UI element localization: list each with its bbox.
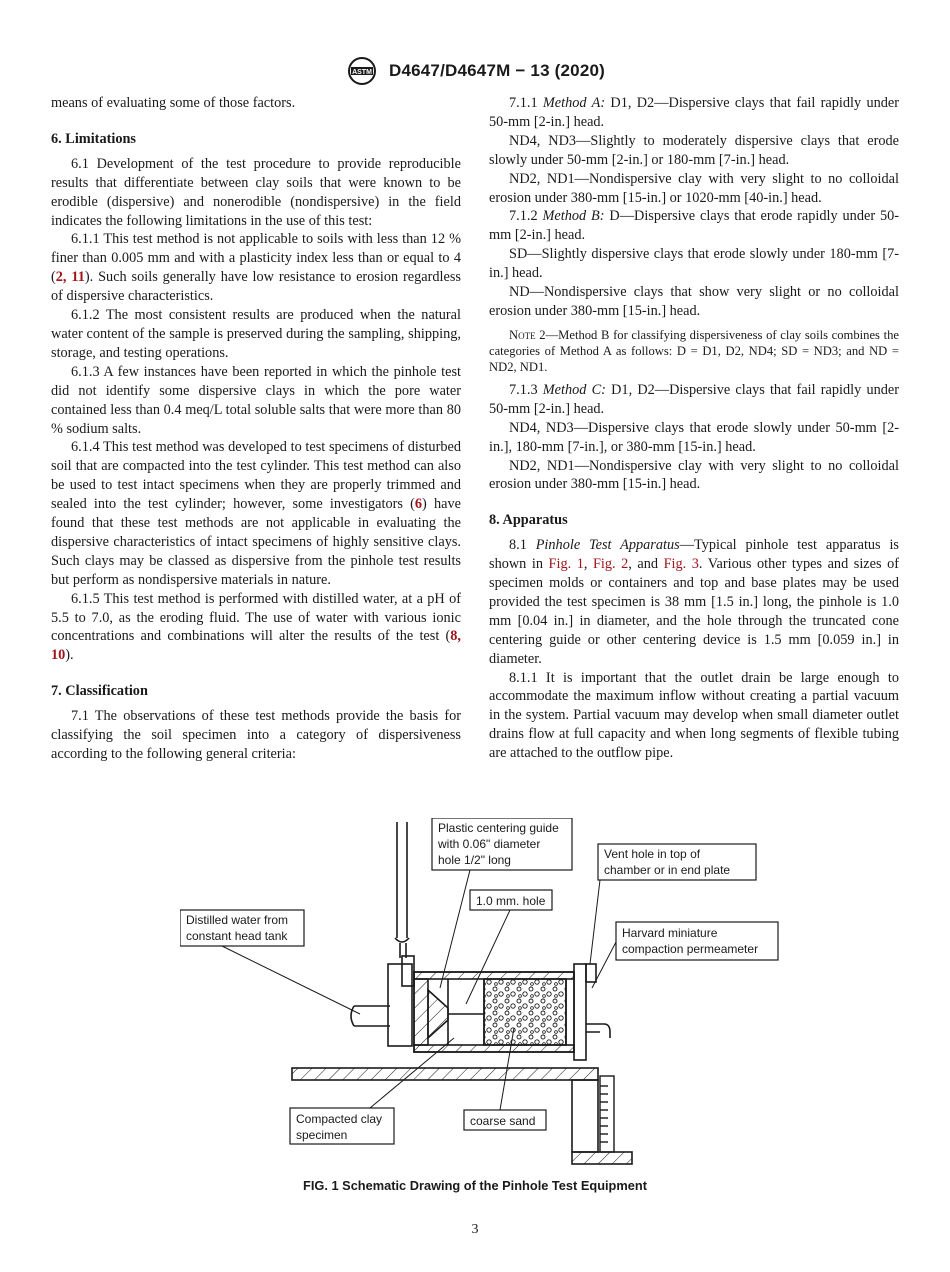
paragraph-7-1-1: 7.1.1 Method A: D1, D2—Dispersive clays that fail rapidly under 50-mm [2-in.] head.	[489, 95, 900, 130]
svg-text:Harvard miniature: Harvard miniature	[622, 926, 718, 940]
paragraph-7-1-3-nd2-nd1: ND2, ND1—Nondispersive clay with very slight to no colloidal erosion under 380-mm [15-in.] head.	[489, 457, 899, 493]
standard-designation: D4647/D4647M − 13 (2020)	[388, 61, 606, 80]
figure-link-3[interactable]: Fig. 3	[663, 556, 699, 573]
astm-logo-icon	[345, 56, 379, 86]
svg-text:hole 1/2" long: hole 1/2" long	[438, 853, 511, 867]
section-heading-limitations: 6. Limitations	[51, 130, 136, 147]
paragraph-7-1-3: 7.1.3 Method C: D1, D2—Dispersive clays that fail rapidly under 50-mm [2-in.] head.	[489, 381, 899, 417]
paragraph-6-1-4: 6.1.4 This test method was developed to test specimens of disturbed soil that are compacted into the test cylinder. This test method can also be used to test intact specimens when they are properly trimmed and sealed into the test cylinder; however, some investigators (6) have found that these test methods are not applicable in evaluating the dispersive characteristics of intact specimens of highly sensitive clays. Such clays may be classed as dispersive from the pinhole test results but perform as nondispersive materials in nature.	[51, 439, 461, 588]
paragraph-6-1-3: 6.1.3 A few instances have been reported in which the pinhole test did not identify some dispersive clays in which the pore water contained less than 0.4 meq/L total soluble salts that were more than 80 % sodium salts.	[51, 363, 461, 437]
figure-caption: FIG. 1 Schematic Drawing of the Pinhole Test Equipment	[303, 1178, 647, 1193]
paragraph-6-1: 6.1 Development of the test procedure to provide reproducible results that differentiate between clay soils that were known to be erodible (dispersive) and nonerodible (nondispersive) in the field indicates the following limitations in the use of this test:	[51, 155, 461, 229]
permeameter-chamber	[414, 972, 574, 1052]
svg-text:coarse sand: coarse sand	[470, 1114, 536, 1128]
paragraph-6-1-1: 6.1.1 This test method is not applicable to soils with less than 12 % finer than 0.005 mm and with a plasticity index less than or equal to 4 (2, 11). Such soils generally have low resistance to erosion regardless of dispersive characteristics.	[51, 231, 462, 305]
paragraph-7-1-3-nd4-nd3: ND4, ND3—Dispersive clays that erode slowly under 50-mm [2-in.], 180-mm [7-in.], or 380-mm [15-in.] head.	[489, 419, 899, 455]
paragraph-8-1-1: 8.1.1 It is important that the outlet drain be large enough to accommodate the maximum inflow without creating a partial vacuum in the system. Partial vacuum may develop when small diameter outlet drains flow at full capacity and when long segments of flexible tubing are attached to the outflow pipe.	[489, 669, 899, 762]
paragraph-7-1-2-sd: SD—Slightly dispersive clays that erode slowly under 180-mm [7-in.] head.	[489, 246, 899, 282]
figure-1-schematic	[180, 818, 780, 1178]
label-distilled-water	[180, 910, 304, 946]
paragraph-7-1-2: 7.1.2 Method B: D—Dispersive clays that erode rapidly under 50-mm [2-in.] head.	[489, 208, 899, 244]
svg-text:constant head tank: constant head tank	[186, 929, 288, 943]
svg-text:ASTM: ASTM	[352, 68, 372, 76]
label-compacted-clay	[290, 1108, 394, 1144]
reference-link-2[interactable]: 2,	[55, 269, 67, 286]
paragraph-8-1: 8.1 Pinhole Test Apparatus—Typical pinhole test apparatus is shown in Fig. 1, Fig. 2, and Fig. 3. Various other types and sizes of specimen molds or containers and top and base plates may be used provided the test specimen is 38 mm [1.5 in.] long, the pinhole is 1.0 mm [0.04 in.] in diameter, and the hole through the truncated cone centering guide or other centering device is 1.5 mm [0.059 in.] in diameter.	[489, 537, 899, 667]
end-plate-and-outlet	[574, 964, 610, 1060]
svg-text:Distilled water from: Distilled water from	[186, 913, 289, 927]
left-column	[51, 94, 461, 764]
svg-text:Vent hole in top of: Vent hole in top of	[604, 847, 701, 861]
section-heading-apparatus: 8. Apparatus	[489, 512, 568, 529]
inlet-pipe	[351, 956, 414, 1046]
supply-tube	[395, 822, 409, 958]
reference-link-8[interactable]: 8,	[450, 628, 461, 645]
right-column	[489, 94, 899, 763]
paragraph-7-1-1-nd2-nd1: ND2, ND1—Nondispersive clay with very slight to no colloidal erosion under 380-mm [15-in.] or 1020-mm [40-in.] head.	[489, 170, 899, 206]
paragraph-7-1-2-nd: ND—Nondispersive clays that show very slight or no colloidal erosion under 380-mm [15-in.] head.	[489, 284, 899, 319]
label-vent-hole	[598, 844, 756, 880]
pinhole-apparatus-diagram	[180, 818, 780, 1178]
page-number: 3	[471, 1222, 479, 1237]
label-pinhole	[470, 890, 552, 910]
page-header	[0, 56, 950, 86]
paragraph-6-1-5: 6.1.5 This test method is performed with distilled water, at a pH of 5.5 to 7.0, as the eroding fluid. The use of water with various ionic concentrations and combinations will alter the results of the test (8, 10).	[51, 590, 461, 664]
figure-link-2[interactable]: Fig. 2	[592, 556, 629, 573]
svg-text:specimen: specimen	[296, 1128, 348, 1142]
figure-link-1[interactable]: Fig. 1	[548, 556, 584, 573]
paragraph-6-1-2: 6.1.2 The most consistent results are produced when the natural water content of the sample is preserved during the sampling, shipping, storage, and testing operations.	[51, 307, 461, 361]
svg-text:compaction permeameter: compaction permeameter	[622, 942, 759, 956]
svg-text:with 0.06" diameter: with 0.06" diameter	[438, 837, 541, 851]
label-coarse-sand	[464, 1110, 546, 1130]
reference-link-6[interactable]: 6	[414, 496, 423, 513]
paragraph-intro-continued: means of evaluating some of those factors.	[51, 95, 296, 111]
label-centering-guide	[432, 818, 572, 870]
section-heading-classification: 7. Classification	[51, 683, 148, 700]
label-harvard-permeameter	[616, 922, 778, 960]
reference-link-10[interactable]: 10	[51, 647, 66, 664]
note-2: Note 2—Method B for classifying dispersiveness of clay soils combines the categories of Method A as follows: D = D1, D2, ND4; SD = ND3; and ND = ND2, ND1.	[489, 327, 899, 374]
svg-text:chamber or in end plate: chamber or in end plate	[604, 863, 731, 877]
paragraph-7-1-1-nd4-nd3: ND4, ND3—Slightly to moderately dispersive clays that erode slowly under 50-mm [2-in.] or 180-mm [7-in.] head.	[489, 132, 899, 168]
svg-text:Plastic centering guide: Plastic centering guide	[438, 821, 559, 835]
reference-link-11[interactable]: 11	[71, 269, 85, 286]
graduated-cylinder	[600, 1076, 614, 1152]
svg-text:1.0 mm. hole: 1.0 mm. hole	[476, 894, 546, 908]
svg-text:Compacted clay: Compacted clay	[296, 1112, 383, 1126]
paragraph-7-1: 7.1 The observations of these test methods provide the basis for classifying the soil specimen into a category of dispersiveness according to the following general criteria:	[51, 708, 461, 762]
